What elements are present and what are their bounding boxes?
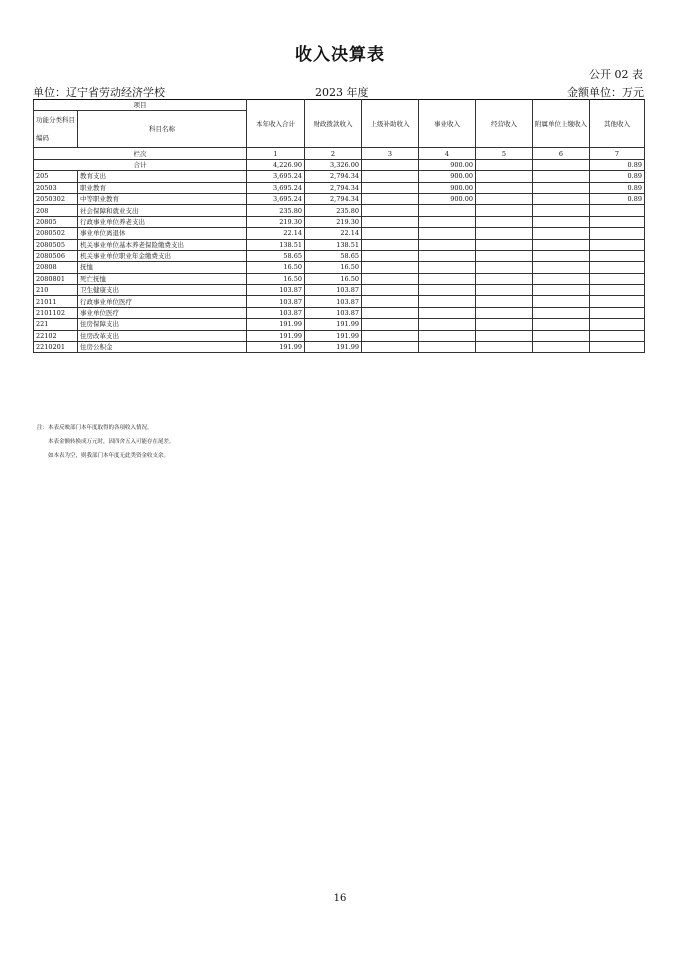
row-value <box>533 273 590 284</box>
header-col-2: 财政拨款收入 <box>305 100 362 148</box>
row-value <box>533 182 590 193</box>
row-value: 16.50 <box>305 273 362 284</box>
row-value <box>590 262 645 273</box>
row-value: 58.65 <box>247 250 305 261</box>
row-value: 900.00 <box>419 193 476 204</box>
row-value <box>362 285 419 296</box>
row-value: 0.89 <box>590 171 645 182</box>
col-number: 3 <box>362 148 419 159</box>
row-value <box>590 205 645 216</box>
row-value <box>533 342 590 353</box>
row-value: 22.14 <box>247 228 305 239</box>
row-value: 235.80 <box>305 205 362 216</box>
table-row <box>34 239 645 250</box>
total-value <box>476 159 533 170</box>
row-value <box>419 228 476 239</box>
row-value: 191.99 <box>247 342 305 353</box>
row-subject-name: 抚恤 <box>78 262 247 273</box>
row-value <box>533 250 590 261</box>
row-value: 191.99 <box>247 330 305 341</box>
row-value <box>362 330 419 341</box>
col-number: 2 <box>305 148 362 159</box>
header-code-text: 功能分类科目编码 <box>36 116 75 143</box>
header-lanci: 栏次 <box>34 148 247 159</box>
row-value: 2,794.34 <box>305 182 362 193</box>
row-value <box>476 171 533 182</box>
row-value <box>590 239 645 250</box>
total-value: 900.00 <box>419 159 476 170</box>
row-value <box>533 262 590 273</box>
row-value <box>362 205 419 216</box>
header-col-6-text: 附属单位上缴收入 <box>535 119 587 128</box>
row-value: 3,695.24 <box>247 182 305 193</box>
row-value <box>419 216 476 227</box>
table-row <box>34 342 645 353</box>
row-value <box>590 250 645 261</box>
row-subject-name: 事业单位医疗 <box>78 307 247 318</box>
row-value: 0.89 <box>590 193 645 204</box>
header-col-1: 本年收入合计 <box>247 100 305 148</box>
row-value <box>362 307 419 318</box>
row-value: 219.30 <box>305 216 362 227</box>
row-value: 191.99 <box>305 319 362 330</box>
row-subject-name: 行政事业单位养老支出 <box>78 216 247 227</box>
table-row <box>34 250 645 261</box>
row-value <box>476 239 533 250</box>
row-value <box>533 285 590 296</box>
row-code: 2050302 <box>34 193 78 204</box>
row-value <box>419 342 476 353</box>
row-value <box>476 262 533 273</box>
table-row <box>34 171 645 182</box>
row-value <box>476 285 533 296</box>
row-value <box>476 342 533 353</box>
table-row <box>34 182 645 193</box>
row-value <box>362 193 419 204</box>
row-value: 219.30 <box>247 216 305 227</box>
header-project: 项目 <box>34 100 247 111</box>
total-value: 3,326.00 <box>305 159 362 170</box>
row-code: 2101102 <box>34 307 78 318</box>
row-value: 103.87 <box>247 307 305 318</box>
row-code: 20805 <box>34 216 78 227</box>
total-value <box>533 159 590 170</box>
col-number: 4 <box>419 148 476 159</box>
col-number: 5 <box>476 148 533 159</box>
row-value <box>419 330 476 341</box>
form-number: 公开 02 表 <box>589 68 643 81</box>
row-value <box>533 193 590 204</box>
header-col-7: 其他收入 <box>590 100 645 148</box>
row-code: 22102 <box>34 330 78 341</box>
row-code: 208 <box>34 205 78 216</box>
row-value: 16.50 <box>305 262 362 273</box>
row-value <box>590 273 645 284</box>
row-value: 58.65 <box>305 250 362 261</box>
row-value <box>419 239 476 250</box>
row-value <box>419 307 476 318</box>
row-value: 16.50 <box>247 262 305 273</box>
row-value: 138.51 <box>305 239 362 250</box>
note-line: 注：本表反映部门本年度取得的各项收入情况。 <box>37 425 153 431</box>
row-subject-name: 死亡抚恤 <box>78 273 247 284</box>
row-value <box>362 216 419 227</box>
row-value <box>590 216 645 227</box>
row-value <box>533 296 590 307</box>
row-value <box>533 216 590 227</box>
header-col-3: 上级补助收入 <box>362 100 419 148</box>
fiscal-year: 2023 年度 <box>315 86 369 99</box>
row-value: 191.99 <box>305 330 362 341</box>
table-row <box>34 307 645 318</box>
row-value: 138.51 <box>247 239 305 250</box>
row-value <box>476 182 533 193</box>
row-subject-name: 教育支出 <box>78 171 247 182</box>
row-subject-name: 职业教育 <box>78 182 247 193</box>
row-code: 2080506 <box>34 250 78 261</box>
row-value: 191.99 <box>247 319 305 330</box>
row-value <box>419 250 476 261</box>
row-subject-name: 机关事业单位职业年金缴费支出 <box>78 250 247 261</box>
row-value <box>362 319 419 330</box>
row-value <box>590 342 645 353</box>
row-value <box>362 273 419 284</box>
row-code: 221 <box>34 319 78 330</box>
total-value: 0.89 <box>590 159 645 170</box>
row-value <box>533 319 590 330</box>
row-value <box>533 239 590 250</box>
row-value <box>590 228 645 239</box>
row-value <box>419 273 476 284</box>
notes <box>37 421 175 463</box>
note-line: 本表金额转换成万元时，因四舍五入可能存在尾差。 <box>48 439 175 445</box>
row-value <box>362 239 419 250</box>
row-code: 205 <box>34 171 78 182</box>
row-value <box>590 285 645 296</box>
row-value: 103.87 <box>305 296 362 307</box>
row-value <box>362 296 419 307</box>
total-row <box>34 159 645 170</box>
row-value <box>476 330 533 341</box>
row-value <box>476 216 533 227</box>
header-subject: 科目名称 <box>78 111 247 148</box>
row-value <box>533 205 590 216</box>
table-row <box>34 319 645 330</box>
row-value <box>362 342 419 353</box>
row-code: 2080502 <box>34 228 78 239</box>
row-subject-name: 行政事业单位医疗 <box>78 296 247 307</box>
row-subject-name: 卫生健康支出 <box>78 285 247 296</box>
row-value: 900.00 <box>419 182 476 193</box>
row-value <box>590 319 645 330</box>
header-code <box>34 111 78 148</box>
row-value: 16.50 <box>247 273 305 284</box>
row-value <box>362 182 419 193</box>
meta-row <box>33 84 644 98</box>
header-col-6 <box>533 100 590 148</box>
row-value <box>419 319 476 330</box>
table-row <box>34 296 645 307</box>
currency-unit: 金额单位：万元 <box>567 86 644 99</box>
header-col-5: 经营收入 <box>476 100 533 148</box>
row-value: 22.14 <box>305 228 362 239</box>
page-title: 收入决算表 <box>295 45 385 65</box>
row-subject-name: 机关事业单位基本养老保险缴费支出 <box>78 239 247 250</box>
row-value <box>533 330 590 341</box>
row-value <box>590 330 645 341</box>
row-value <box>476 228 533 239</box>
row-value: 103.87 <box>305 285 362 296</box>
row-value: 191.99 <box>305 342 362 353</box>
row-value <box>533 228 590 239</box>
table-row <box>34 228 645 239</box>
table-row <box>34 330 645 341</box>
row-code: 210 <box>34 285 78 296</box>
row-value <box>362 171 419 182</box>
col-number: 7 <box>590 148 645 159</box>
row-value <box>476 319 533 330</box>
table-row <box>34 273 645 284</box>
col-number: 6 <box>533 148 590 159</box>
total-value <box>362 159 419 170</box>
row-value: 3,695.24 <box>247 171 305 182</box>
row-value: 2,794.34 <box>305 171 362 182</box>
row-value <box>362 250 419 261</box>
row-value <box>419 296 476 307</box>
row-value: 3,695.24 <box>247 193 305 204</box>
row-value <box>476 296 533 307</box>
row-subject-name: 住房公积金 <box>78 342 247 353</box>
total-value: 4,226.90 <box>247 159 305 170</box>
row-value: 235.80 <box>247 205 305 216</box>
row-value <box>476 205 533 216</box>
table-row <box>34 216 645 227</box>
row-code: 2080801 <box>34 273 78 284</box>
row-code: 2080505 <box>34 239 78 250</box>
row-value <box>533 307 590 318</box>
page-number: 16 <box>333 893 347 904</box>
row-value: 103.87 <box>247 296 305 307</box>
header-col-4: 事业收入 <box>419 100 476 148</box>
row-value <box>590 296 645 307</box>
table-row <box>34 205 645 216</box>
row-subject-name: 社会保障和就业支出 <box>78 205 247 216</box>
note-line: 如本表为空，则我部门本年度无此类资金收支余。 <box>48 453 170 459</box>
row-code: 20503 <box>34 182 78 193</box>
row-value <box>362 262 419 273</box>
table-row <box>34 193 645 204</box>
row-value: 103.87 <box>247 285 305 296</box>
row-value: 900.00 <box>419 171 476 182</box>
total-label: 合计 <box>34 159 247 170</box>
row-code: 2210201 <box>34 342 78 353</box>
row-subject-name: 中等职业教育 <box>78 193 247 204</box>
row-value <box>590 307 645 318</box>
row-value <box>419 262 476 273</box>
row-subject-name: 住房改革支出 <box>78 330 247 341</box>
income-table <box>33 99 645 353</box>
row-value <box>476 250 533 261</box>
row-value <box>419 285 476 296</box>
table-row <box>34 285 645 296</box>
col-number: 1 <box>247 148 305 159</box>
row-value <box>419 205 476 216</box>
row-value <box>362 228 419 239</box>
row-value <box>533 171 590 182</box>
row-value: 0.89 <box>590 182 645 193</box>
row-subject-name: 事业单位离退休 <box>78 228 247 239</box>
row-code: 20808 <box>34 262 78 273</box>
row-code: 21011 <box>34 296 78 307</box>
reporting-unit: 单位：辽宁省劳动经济学校 <box>33 86 165 99</box>
row-value <box>476 273 533 284</box>
row-value: 103.87 <box>305 307 362 318</box>
table-row <box>34 262 645 273</box>
row-value <box>476 193 533 204</box>
row-value <box>476 307 533 318</box>
row-value: 2,794.34 <box>305 193 362 204</box>
row-subject-name: 住房保障支出 <box>78 319 247 330</box>
